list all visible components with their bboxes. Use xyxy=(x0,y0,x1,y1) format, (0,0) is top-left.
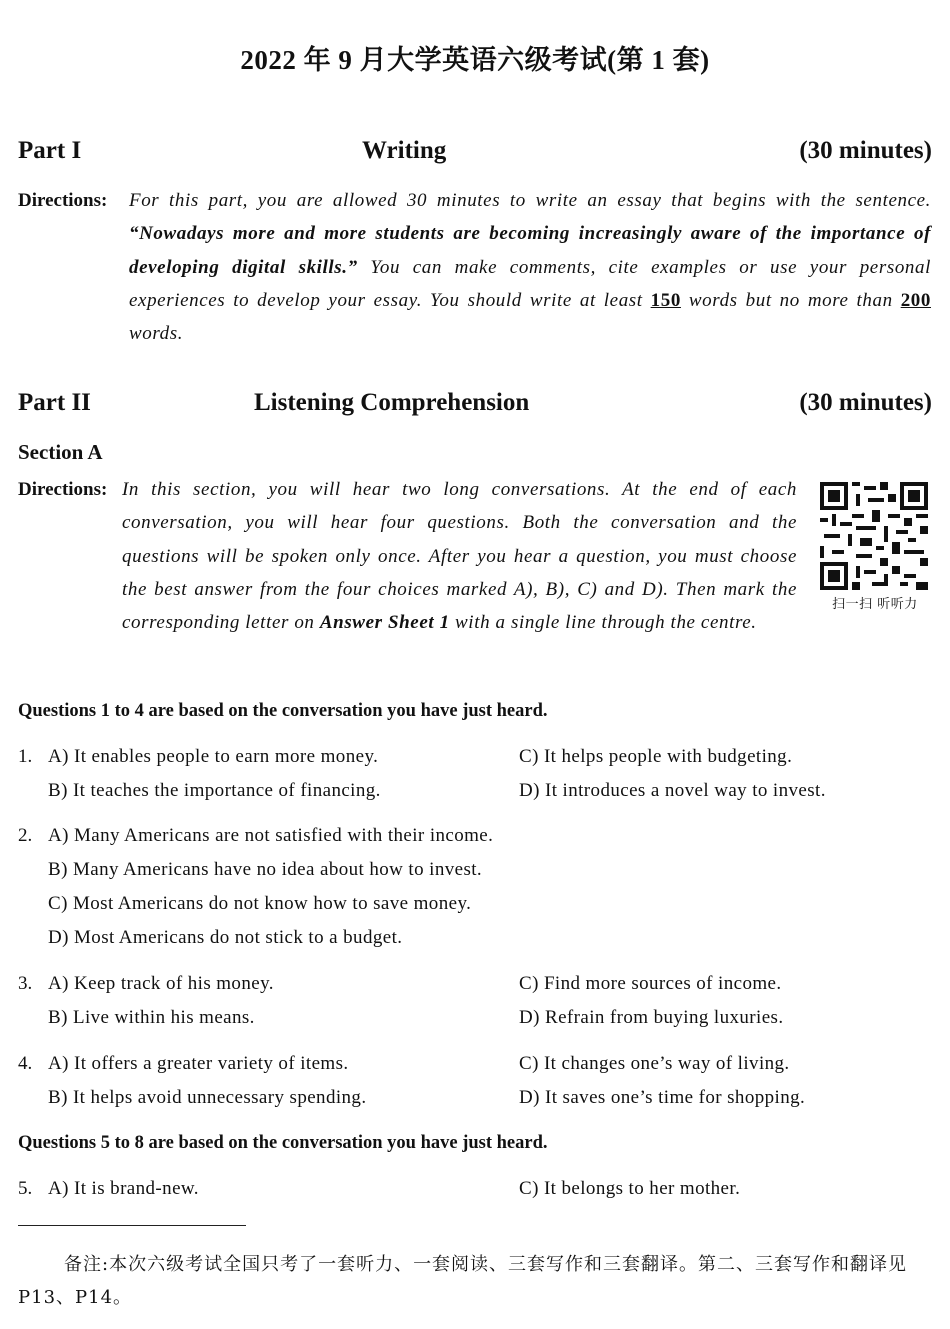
part2-label: Part II xyxy=(18,389,91,416)
q1-option-c: C) It helps people with budgeting. xyxy=(519,746,793,767)
q1-option-a: A) It enables people to earn more money. xyxy=(48,746,379,767)
part2-time: (30 minutes) xyxy=(799,389,932,416)
q4-option-c: C) It changes one’s way of living. xyxy=(519,1053,790,1074)
q3-option-d: D) Refrain from buying luxuries. xyxy=(519,1007,784,1028)
q2-number: 2. xyxy=(18,825,33,846)
q3-number: 3. xyxy=(18,973,33,994)
part1-header xyxy=(18,137,932,171)
q4-option-b: B) It helps avoid unnecessary spending. xyxy=(48,1087,367,1108)
q4-number: 4. xyxy=(18,1053,33,1074)
q4-option-d: D) It saves one’s time for shopping. xyxy=(519,1087,806,1108)
group1-heading: Questions 1 to 4 are based on the conversation you have just heard. xyxy=(18,701,548,721)
qr-code-icon[interactable] xyxy=(820,482,928,590)
q1-option-b: B) It teaches the importance of financing. xyxy=(48,780,381,801)
q5-option-a: A) It is brand-new. xyxy=(48,1178,199,1199)
group2-heading: Questions 5 to 8 are based on the conversation you have just heard. xyxy=(18,1133,548,1153)
q2-option-a: A) Many Americans are not satisfied with their income. xyxy=(48,825,494,846)
part2-name: Listening Comprehension xyxy=(254,389,530,416)
answer-sheet-label: Answer Sheet 1 xyxy=(319,612,450,634)
part1-time: (30 minutes) xyxy=(799,137,932,164)
part1-directions: For this part, you are allowed 30 minutes to write an essay that begins with the sentence. “Nowadays more and more students are becoming increasingly aware of the importance of developing digital skills.” You can make comments, cite examples or use your personal experiences to develop your essay. You should write at least 150 words but no more than 200 words. xyxy=(129,190,931,345)
q2-option-d: D) Most Americans do not stick to a budget. xyxy=(48,927,403,948)
q5-number: 5. xyxy=(18,1178,33,1199)
part2-header xyxy=(18,389,932,423)
part1-name: Writing xyxy=(362,137,447,164)
q1-option-d: D) It introduces a novel way to invest. xyxy=(519,780,826,801)
q2-option-b: B) Many Americans have no idea about how to invest. xyxy=(48,859,483,880)
part2-directions-label: Directions: xyxy=(18,479,108,500)
part1-directions-quote: “Nowadays more and more students are becoming increasingly aware of the importance of developing digital skills.” xyxy=(129,223,931,278)
footnote: 备注:本次六级考试全国只考了一套听力、一套阅读、三套写作和三套翻译。第二、三套写作和翻译见 P13、P14。 xyxy=(18,1254,908,1308)
q5-option-c: C) It belongs to her mother. xyxy=(519,1178,741,1199)
qr-caption: 扫一扫 听听力 xyxy=(832,597,918,612)
q3-option-b: B) Live within his means. xyxy=(48,1007,255,1028)
part1-directions-label: Directions: xyxy=(18,190,108,211)
q4-option-a: A) It offers a greater variety of items. xyxy=(48,1053,349,1074)
max-words: 200 xyxy=(900,289,931,311)
min-words: 150 xyxy=(650,289,681,311)
part2-directions: In this section, you will hear two long conversations. At the end of each conversation, you will hear four questions. Both the conversation and the questions will be spoken only once. After you hear a question, you must choose the best answer from the four choices marked A), B), C) and D). Then mark the corresponding letter on Answer Sheet 1 with a single line through the centre. xyxy=(122,479,797,634)
footnote-divider xyxy=(18,1225,246,1226)
page-title: 2022 年 9 月大学英语六级考试(第 1 套) xyxy=(240,45,710,75)
q3-option-c: C) Find more sources of income. xyxy=(519,973,782,994)
q1-number: 1. xyxy=(18,746,33,767)
q2-option-c: C) Most Americans do not know how to save money. xyxy=(48,893,472,914)
q3-option-a: A) Keep track of his money. xyxy=(48,973,274,994)
section-a-heading: Section A xyxy=(18,440,103,464)
part1-label: Part I xyxy=(18,137,82,164)
